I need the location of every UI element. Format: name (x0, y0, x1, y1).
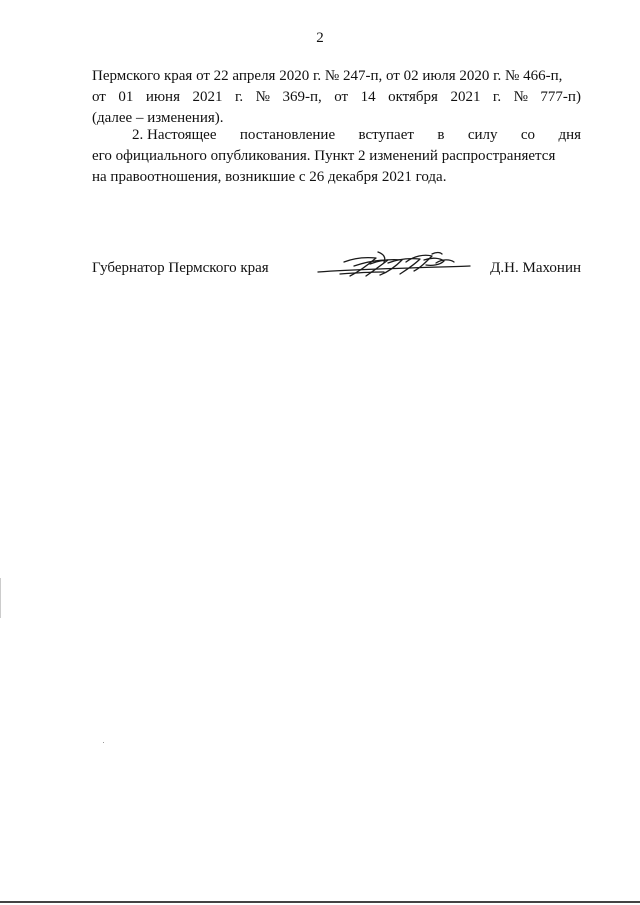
word: со (520, 127, 536, 143)
paragraph-amendments (92, 66, 581, 129)
word: г. (234, 89, 244, 105)
scan-edge-mark (0, 578, 1, 618)
word: 2021 (192, 89, 223, 105)
paragraph-line-justified (92, 125, 581, 146)
word: в (437, 127, 445, 143)
word: 14 (360, 89, 376, 105)
word: № (513, 89, 528, 105)
word: от (334, 89, 349, 105)
page-number: 2 (316, 30, 324, 46)
scan-bottom-edge (0, 901, 640, 903)
word: 2021 (450, 89, 481, 105)
word: июня (145, 89, 180, 105)
word: силу (467, 127, 498, 143)
word: вступает (358, 127, 414, 143)
word: постановление (239, 127, 336, 143)
paragraph-line: (далее – изменения). (92, 110, 224, 126)
word: дня (558, 127, 581, 143)
paragraph-line: Пермского края от 22 апреля 2020 г. № 247-п, от 02 июля 2020 г. № 466-п, (92, 68, 563, 84)
paragraph-line-justified (92, 87, 581, 108)
word: 01 (118, 89, 134, 105)
paragraph-line: на правоотношения, возникшие с 26 декабря 2021 года. (92, 169, 447, 185)
handwritten-signature (314, 248, 474, 284)
signatory-name: Д.Н. Махонин (490, 260, 581, 276)
signatory-title: Губернатор Пермского края (92, 260, 269, 276)
word: № (255, 89, 270, 105)
word: от (92, 89, 106, 105)
word: 2. Настоящее (132, 127, 217, 143)
word: октября (388, 89, 438, 105)
paragraph-line: его официального опубликования. Пункт 2 изменений распространяется (92, 148, 556, 164)
signature-block (92, 258, 581, 288)
word: 369-п, (282, 89, 322, 105)
word: г. (492, 89, 502, 105)
word: 777-п) (540, 89, 581, 105)
paragraph-effective-date (92, 125, 581, 188)
scan-speck (103, 742, 104, 743)
